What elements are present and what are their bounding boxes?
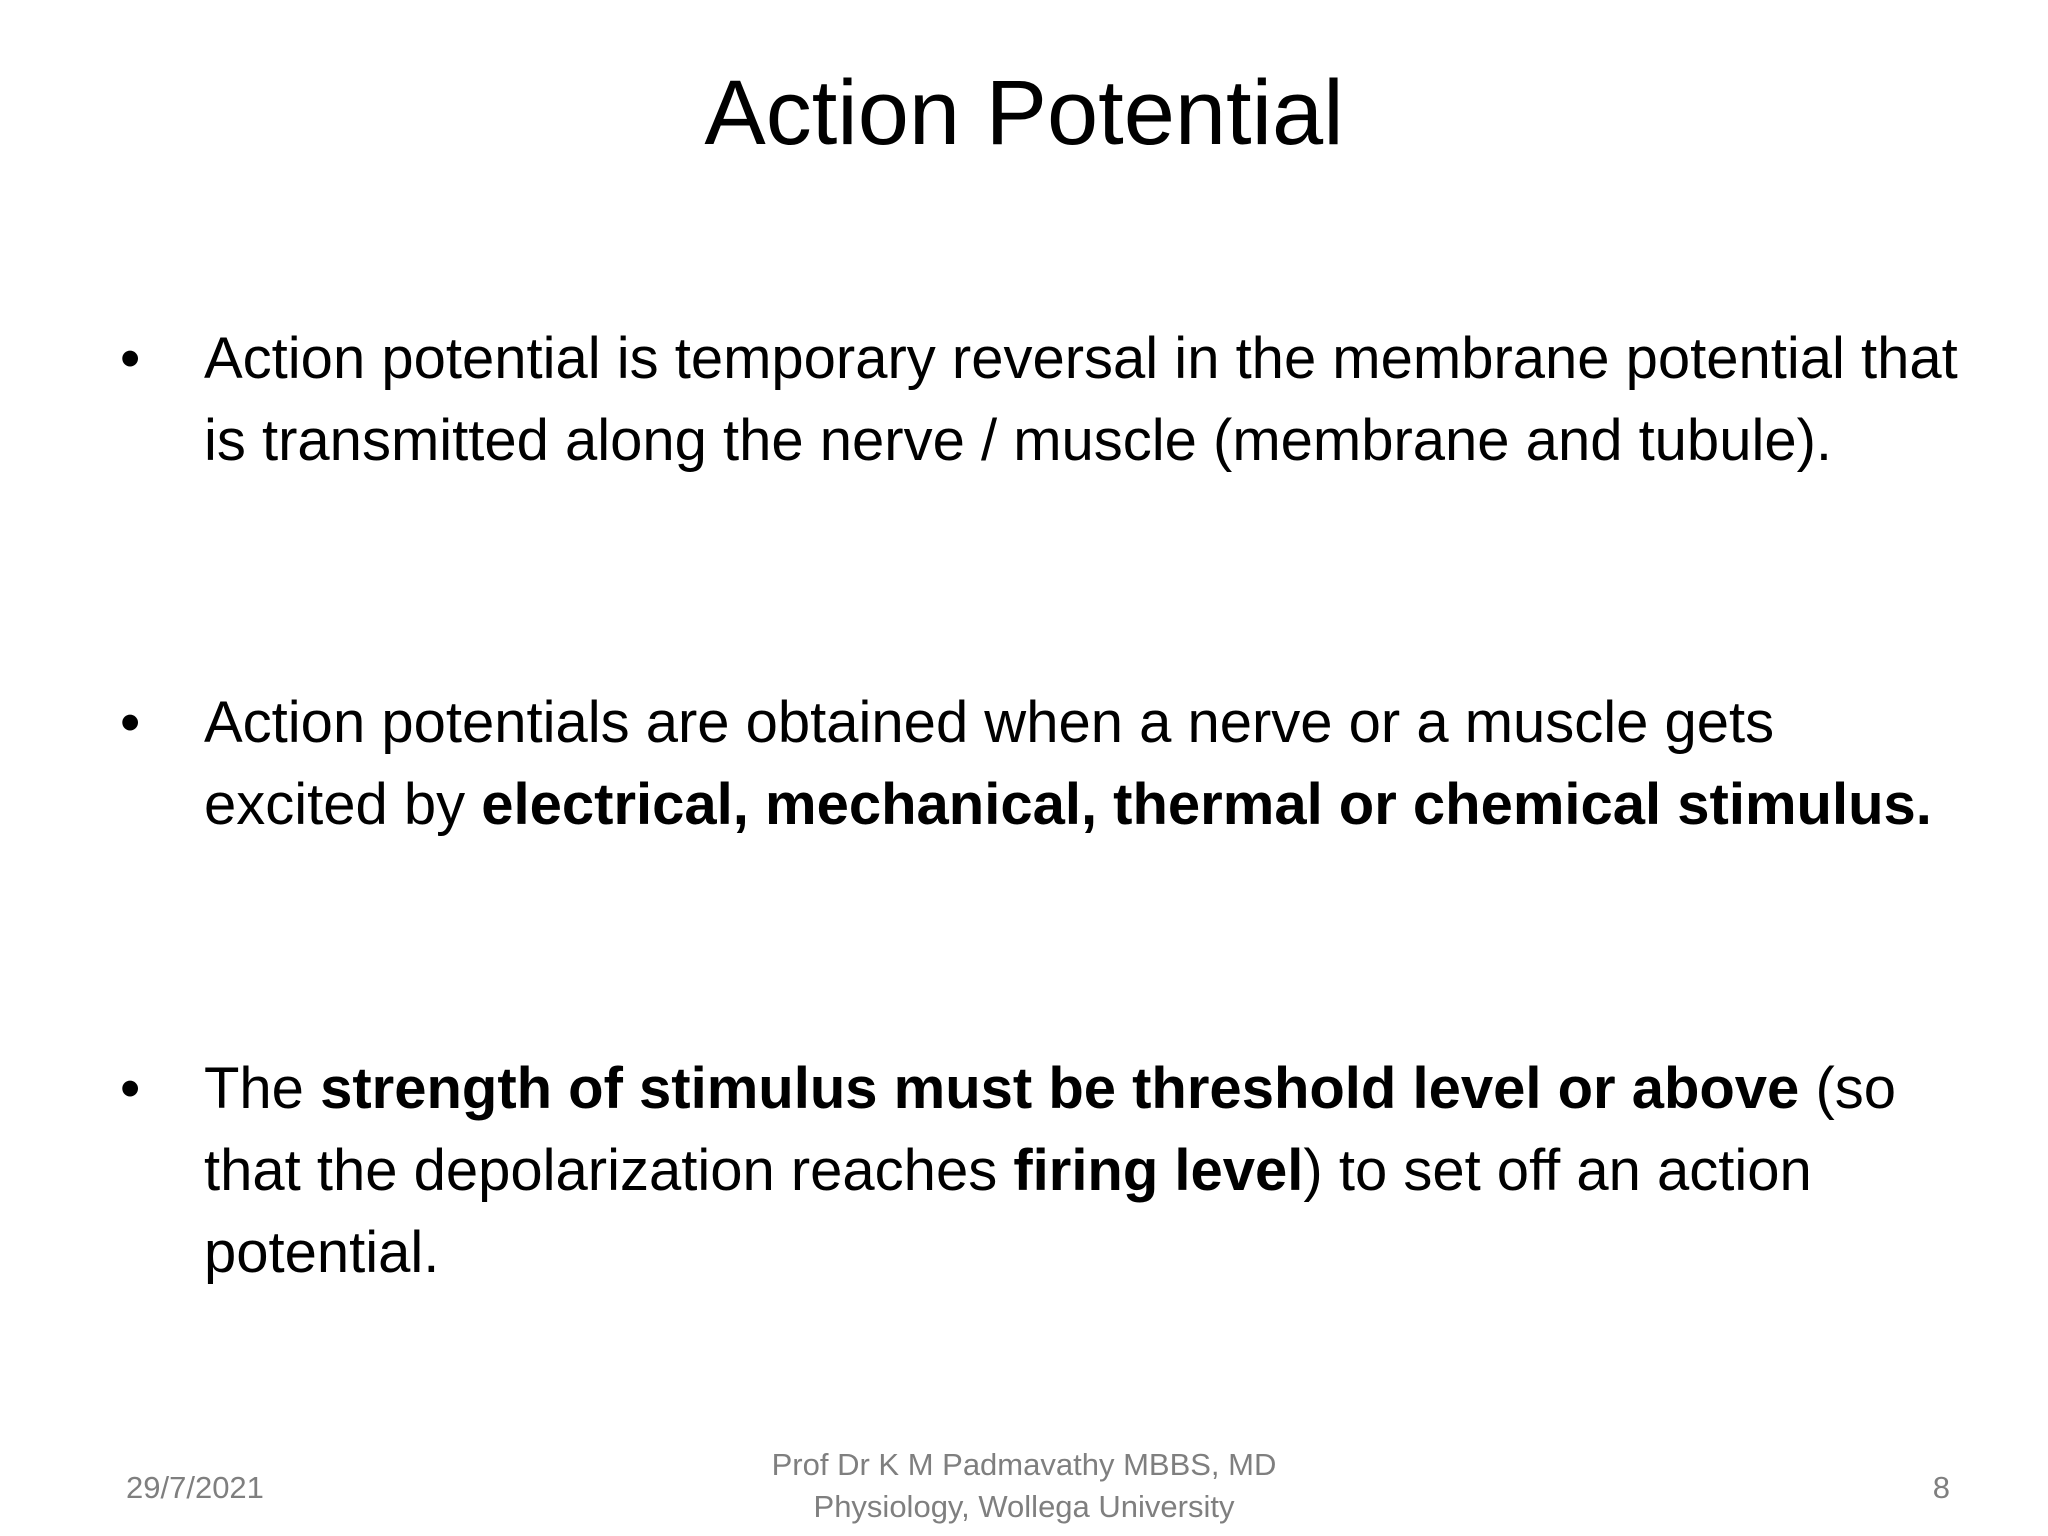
slide-number: 8 bbox=[1932, 1470, 1950, 1505]
bullet-2-emphasis: electrical, mechanical, thermal or chemical stimulus. bbox=[481, 772, 1932, 837]
bullet-3-emphasis-a: strength of stimulus must be threshold level or above bbox=[320, 1056, 1800, 1121]
bullet-3-text-a: The bbox=[204, 1056, 321, 1121]
bullet-2-text: Action potentials are obtained when a nerve or a muscle gets excited by bbox=[204, 690, 1775, 837]
footer-author-line-2: Physiology, Wollega University bbox=[813, 1489, 1235, 1524]
bullet-3-text-c: ) to set off an action potential. bbox=[204, 1138, 1812, 1285]
bullet-icon: • bbox=[120, 690, 141, 755]
bullet-text bbox=[204, 682, 1974, 846]
footer-date: 29/7/2021 bbox=[126, 1470, 264, 1505]
bullet-icon: • bbox=[120, 326, 141, 391]
bullet-3-emphasis-b: firing level bbox=[1013, 1138, 1304, 1203]
bullet-icon: • bbox=[120, 1056, 141, 1121]
slide-title: Action Potential bbox=[704, 62, 1344, 164]
bullet-text bbox=[204, 1048, 1974, 1294]
footer-author bbox=[624, 1444, 1424, 1528]
bullet-3-text-b: (so that the depolarization reaches bbox=[204, 1056, 1897, 1203]
bullet-1-text: Action potential is temporary reversal in the membrane potential that is transmitted along the nerve / muscle (membrane and tubule). bbox=[204, 326, 1958, 473]
footer-author-line-1: Prof Dr K M Padmavathy MBBS, MD bbox=[771, 1447, 1277, 1482]
bullet-text bbox=[204, 318, 1974, 482]
